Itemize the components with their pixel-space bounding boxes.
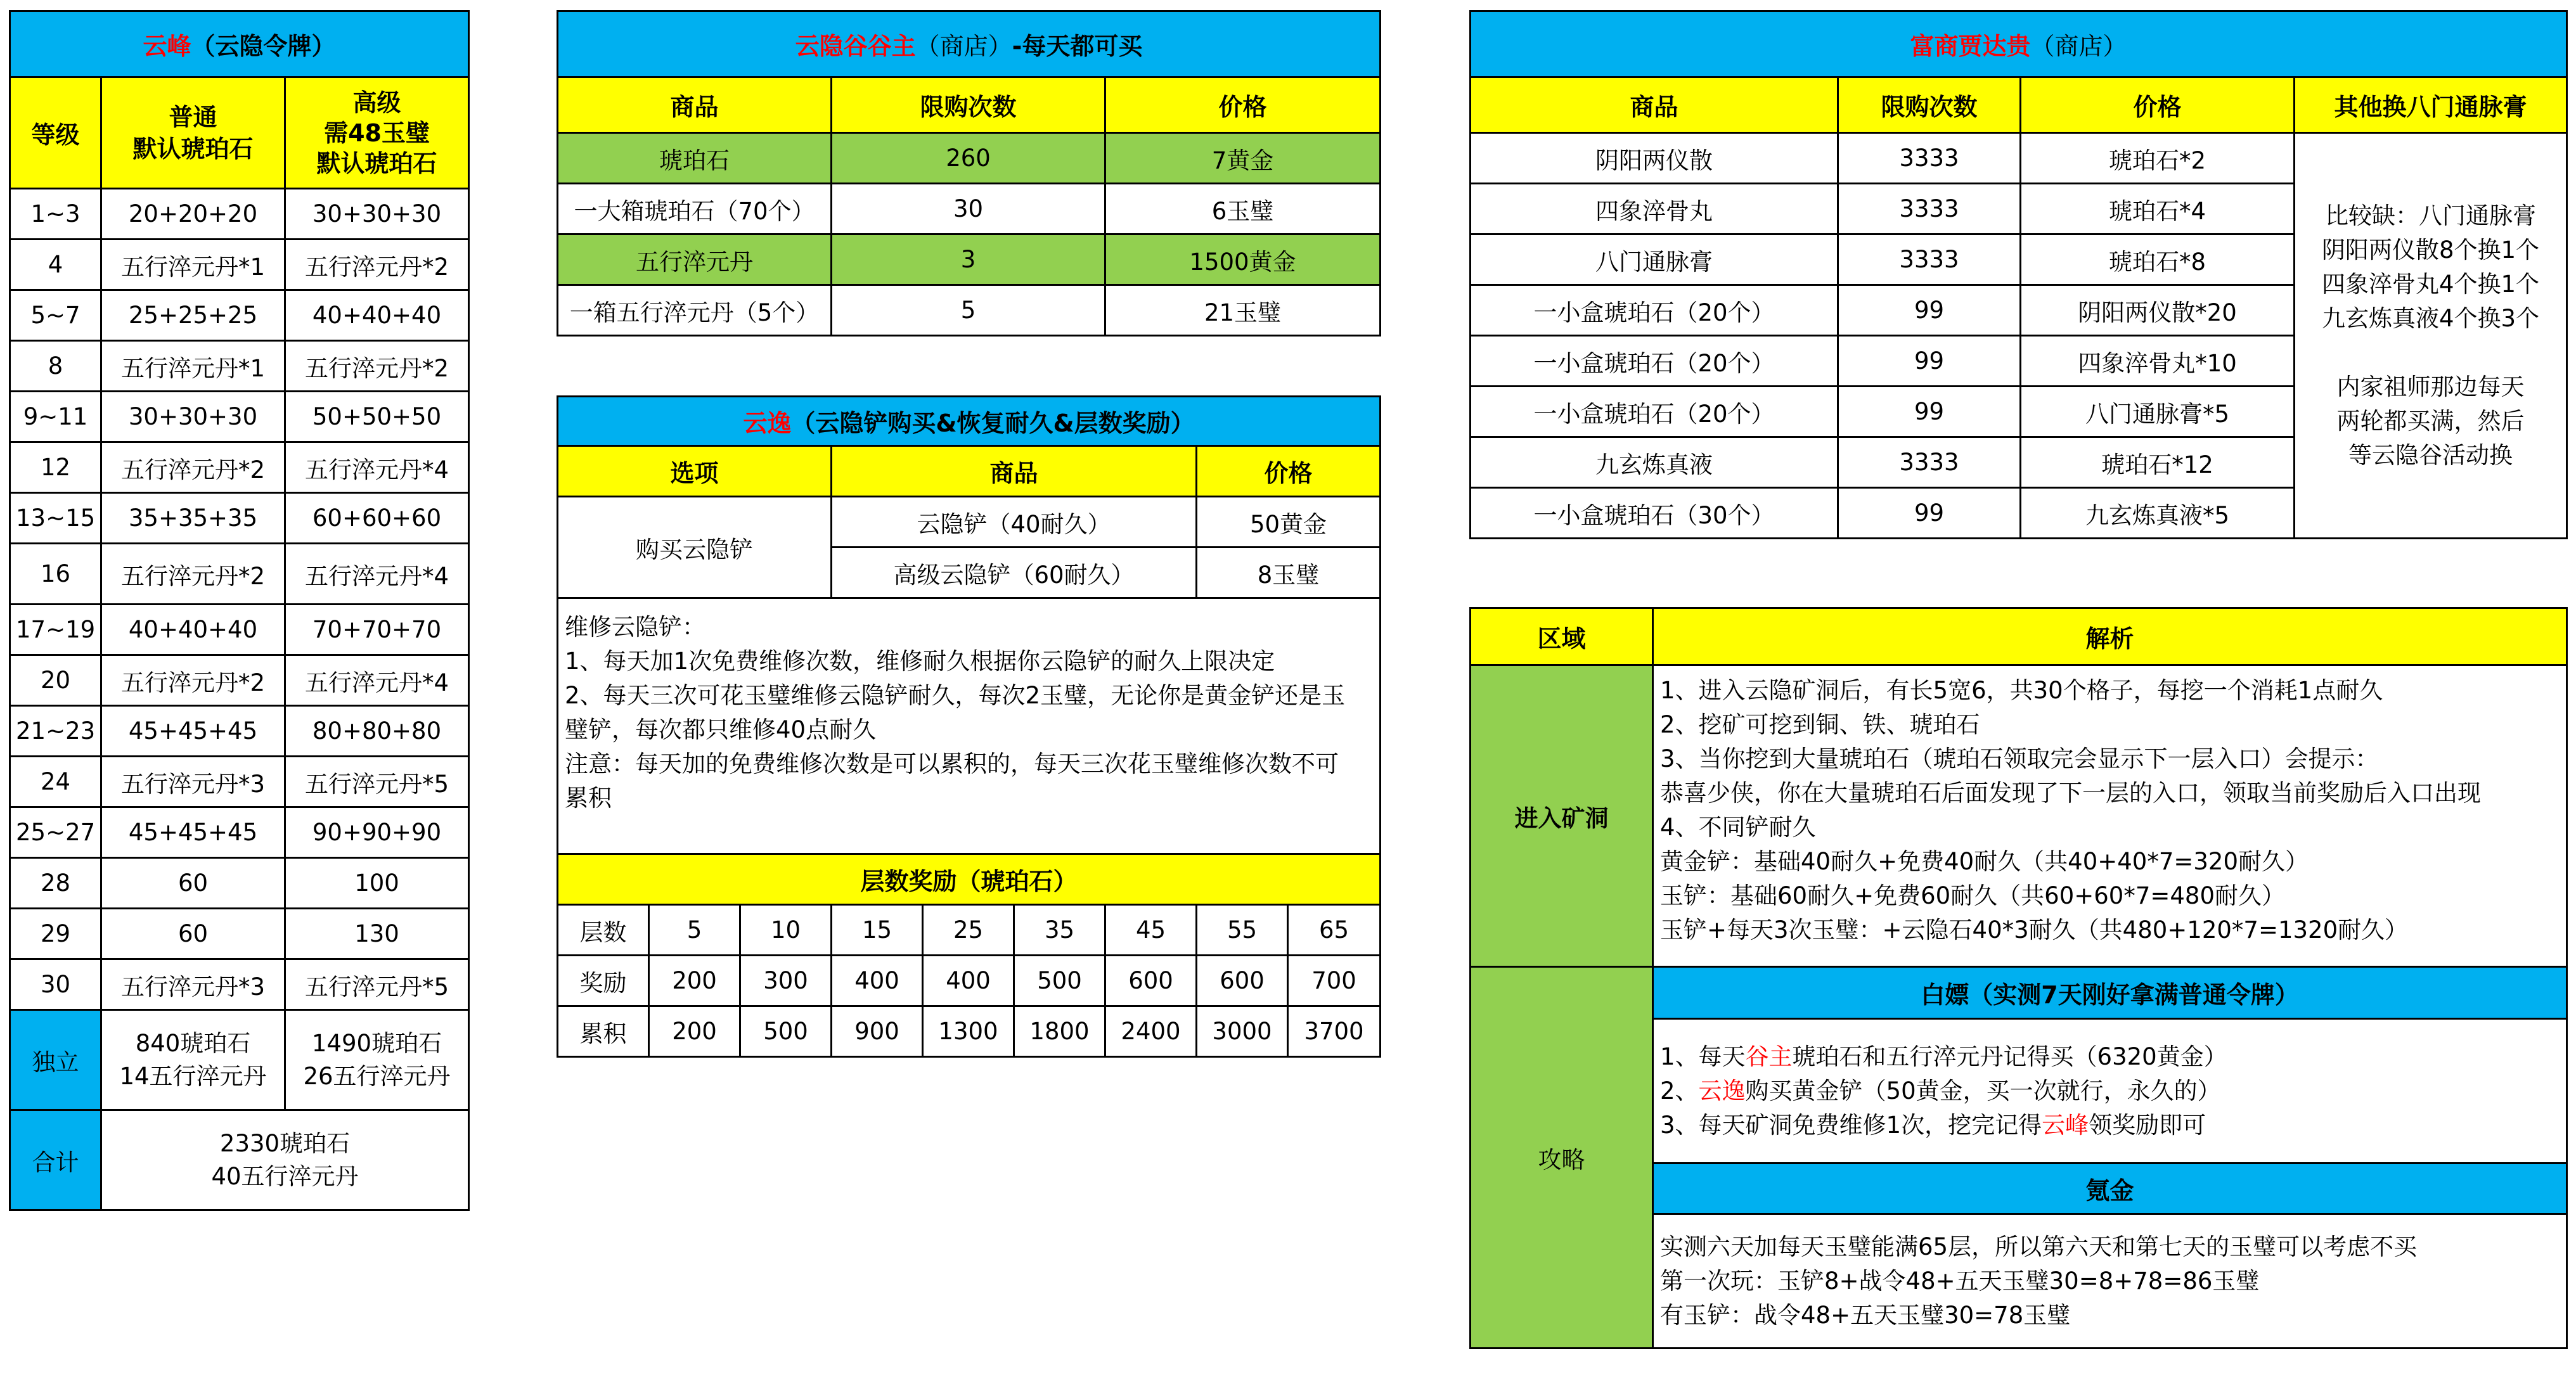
limit-cell: 3333 [1838, 437, 2021, 488]
normal-reward-cell: 五行淬元丹*2 [101, 442, 285, 493]
exchange-note-line [2300, 336, 2561, 370]
limit-cell: 3 [832, 234, 1105, 285]
advanced-reward-cell: 50+50+50 [285, 392, 469, 442]
normal-reward-cell: 五行淬元丹*3 [101, 757, 285, 807]
reward-cell: 5 [649, 905, 740, 956]
level-cell: 30 [10, 959, 101, 1010]
reward-cell: 10 [740, 905, 832, 956]
reward-cell: 25 [923, 905, 1014, 956]
level-row [10, 605, 469, 655]
col-normal: 普通 默认琥珀石 [101, 77, 285, 189]
limit-cell: 3333 [1838, 234, 2021, 285]
item-cell: 五行淬元丹 [558, 234, 832, 285]
strategy-label: 攻略 [1471, 967, 1653, 1349]
reward-row-label: 奖励 [558, 956, 649, 1006]
exchange-notes [2295, 133, 2567, 539]
col-area: 区域 [1471, 608, 1653, 665]
level-cell: 24 [10, 757, 101, 807]
reward-cell: 400 [923, 956, 1014, 1006]
valley-shop-title: 云隐谷谷主（商店）-每天都可买 [558, 11, 1381, 77]
shop-row [558, 133, 1381, 184]
advanced-reward-cell: 五行淬元丹*2 [285, 240, 469, 290]
limit-cell: 5 [832, 285, 1105, 336]
advanced-reward-cell: 五行淬元丹*4 [285, 442, 469, 493]
exchange-note-line: 内家祖师那边每天 [2336, 373, 2525, 400]
advanced-reward-cell: 五行淬元丹*5 [285, 757, 469, 807]
level-row [10, 341, 469, 392]
reward-cell: 2400 [1105, 1006, 1197, 1057]
level-row [10, 807, 469, 858]
reward-cell: 200 [649, 956, 740, 1006]
level-cell: 21~23 [10, 706, 101, 757]
item-cell: 九玄炼真液 [1471, 437, 1838, 488]
item-cell: 一箱五行淬元丹（5个） [558, 285, 832, 336]
col-price: 价格 [1105, 77, 1381, 133]
col-limit: 限购次数 [832, 77, 1105, 133]
reward-cell: 200 [649, 1006, 740, 1057]
reward-cell: 35 [1014, 905, 1105, 956]
level-cell: 8 [10, 341, 101, 392]
free-notes: 1、每天谷主琥珀石和五行淬元丹记得买（6320黄金） 2、云逸购买黄金铲（50黄金，买一次就行，永久的） 3、每天矿洞免费维修1次，挖完记得云峰领奖励即可 [1653, 1019, 2567, 1163]
advanced-reward-cell: 70+70+70 [285, 605, 469, 655]
col-item: 商品 [558, 77, 832, 133]
price-cell: 琥珀石*8 [2021, 234, 2295, 285]
col-level: 等级 [10, 77, 101, 189]
reward-cell: 600 [1197, 956, 1288, 1006]
yunfeng-token-table [9, 10, 470, 1211]
reward-row [558, 1006, 1381, 1057]
level-row [10, 858, 469, 909]
col-analysis: 解析 [1653, 608, 2567, 665]
normal-reward-cell: 30+30+30 [101, 392, 285, 442]
exchange-note-line: 九玄炼真液4个换3个 [2321, 304, 2540, 332]
level-cell: 25~27 [10, 807, 101, 858]
reward-cell: 600 [1105, 956, 1197, 1006]
reward-cell: 3000 [1197, 1006, 1288, 1057]
level-row [10, 757, 469, 807]
adv-shovel-item: 高级云隐铲（60耐久） [832, 548, 1197, 598]
price-cell: 阴阳两仪散*20 [2021, 285, 2295, 336]
normal-reward-cell: 五行淬元丹*1 [101, 341, 285, 392]
yunyi-title: 云逸（云隐铲购买&恢复耐久&层数奖励） [558, 397, 1381, 446]
normal-reward-cell: 25+25+25 [101, 290, 285, 341]
limit-cell: 99 [1838, 488, 2021, 539]
level-row [10, 959, 469, 1010]
reward-row-label: 层数 [558, 905, 649, 956]
level-cell: 16 [10, 544, 101, 605]
item-cell: 阴阳两仪散 [1471, 133, 1838, 184]
merchant-shop-table [1469, 10, 2568, 539]
indep-label: 独立 [10, 1010, 101, 1110]
guide-table [1469, 607, 2568, 1349]
reward-cell: 45 [1105, 905, 1197, 956]
limit-cell: 260 [832, 133, 1105, 184]
level-cell: 20 [10, 655, 101, 706]
col-price: 价格 [1197, 446, 1381, 497]
level-cell: 17~19 [10, 605, 101, 655]
price-cell: 琥珀石*12 [2021, 437, 2295, 488]
yunyi-table [557, 395, 1381, 1058]
item-cell: 一小盒琥珀石（30个） [1471, 488, 1838, 539]
normal-reward-cell: 45+45+45 [101, 807, 285, 858]
normal-reward-cell: 40+40+40 [101, 605, 285, 655]
price-cell: 琥珀石*2 [2021, 133, 2295, 184]
item-cell: 一大箱琥珀石（70个） [558, 184, 832, 234]
indep-normal: 840琥珀石 14五行淬元丹 [101, 1010, 285, 1110]
level-row [10, 189, 469, 240]
level-row [10, 655, 469, 706]
advanced-reward-cell: 五行淬元丹*2 [285, 341, 469, 392]
advanced-reward-cell: 90+90+90 [285, 807, 469, 858]
col-exchange: 其他换八门通脉膏 [2295, 77, 2567, 133]
advanced-reward-cell: 五行淬元丹*5 [285, 959, 469, 1010]
paid-title: 氪金 [1653, 1163, 2567, 1214]
normal-reward-cell: 五行淬元丹*2 [101, 655, 285, 706]
price-cell: 八门通脉膏*5 [2021, 387, 2295, 437]
reward-cell: 1800 [1014, 1006, 1105, 1057]
shop-row [558, 234, 1381, 285]
item-cell: 一小盒琥珀石（20个） [1471, 387, 1838, 437]
item-cell: 一小盒琥珀石（20个） [1471, 336, 1838, 387]
advanced-reward-cell: 五行淬元丹*4 [285, 655, 469, 706]
normal-reward-cell: 五行淬元丹*1 [101, 240, 285, 290]
merchant-title: 富商贾达贵（商店） [1471, 11, 2567, 77]
normal-reward-cell: 五行淬元丹*2 [101, 544, 285, 605]
limit-cell: 30 [832, 184, 1105, 234]
adv-shovel-price: 8玉璧 [1197, 548, 1381, 598]
shovel-item: 云隐铲（40耐久） [832, 497, 1197, 548]
item-cell: 四象淬骨丸 [1471, 184, 1838, 234]
exchange-note-line: 四象淬骨丸4个换1个 [2321, 270, 2540, 298]
level-cell: 29 [10, 909, 101, 959]
reward-cell: 300 [740, 956, 832, 1006]
reward-cell: 55 [1197, 905, 1288, 956]
normal-reward-cell: 20+20+20 [101, 189, 285, 240]
level-row [10, 706, 469, 757]
level-row [10, 392, 469, 442]
price-cell: 琥珀石*4 [2021, 184, 2295, 234]
yunfeng-title: 云峰（云隐令牌） [10, 11, 469, 77]
shop-row [1471, 133, 2567, 184]
normal-reward-cell: 35+35+35 [101, 493, 285, 544]
advanced-reward-cell: 80+80+80 [285, 706, 469, 757]
level-row [10, 544, 469, 605]
exchange-note-line: 比较缺：八门通脉膏 [2325, 202, 2537, 229]
level-row [10, 909, 469, 959]
col-price: 价格 [2021, 77, 2295, 133]
normal-reward-cell: 60 [101, 858, 285, 909]
item-cell: 八门通脉膏 [1471, 234, 1838, 285]
level-row [10, 493, 469, 544]
level-cell: 13~15 [10, 493, 101, 544]
limit-cell: 3333 [1838, 133, 2021, 184]
buy-shovel-label: 购买云隐铲 [558, 497, 832, 598]
normal-reward-cell: 60 [101, 909, 285, 959]
advanced-reward-cell: 40+40+40 [285, 290, 469, 341]
level-row [10, 442, 469, 493]
price-cell: 九玄炼真液*5 [2021, 488, 2295, 539]
item-cell: 琥珀石 [558, 133, 832, 184]
reward-cell: 900 [832, 1006, 923, 1057]
total-value: 2330琥珀石 40五行淬元丹 [101, 1110, 469, 1210]
reward-row-label: 累积 [558, 1006, 649, 1057]
col-option: 选项 [558, 446, 832, 497]
col-goods: 商品 [832, 446, 1197, 497]
limit-cell: 99 [1838, 336, 2021, 387]
exchange-note-line: 两轮都买满，然后 [2336, 407, 2525, 435]
advanced-reward-cell: 30+30+30 [285, 189, 469, 240]
advanced-reward-cell: 五行淬元丹*4 [285, 544, 469, 605]
reward-cell: 400 [832, 956, 923, 1006]
exchange-note-line: 等云隐谷活动换 [2348, 441, 2513, 469]
reward-title: 层数奖励（琥珀石） [558, 854, 1381, 905]
reward-row [558, 905, 1381, 956]
col-limit: 限购次数 [1838, 77, 2021, 133]
level-cell: 12 [10, 442, 101, 493]
normal-reward-cell: 45+45+45 [101, 706, 285, 757]
level-cell: 1~3 [10, 189, 101, 240]
mine-notes: 1、进入云隐矿洞后，有长5宽6，共30个格子，每挖一个消耗1点耐久 2、挖矿可挖到铜、铁、琥珀石 3、当你挖到大量琥珀石（琥珀石领取完会显示下一层入口）会提示： 恭喜少侠，你在大量琥珀石后面发现了下一层的入口，领取当前奖励后入口出现 4、不同铲耐久 黄金铲：基础40耐久+免费40耐久（共40+40*7=320耐久） 玉铲：基础60耐久+免费60耐久（共60+60*7=480耐久） 玉铲+每天3次玉璧：+云隐石40*3耐久（共480+120*7=1320耐久） [1653, 665, 2567, 967]
reward-cell: 700 [1288, 956, 1381, 1006]
price-cell: 1500黄金 [1105, 234, 1381, 285]
free-title: 白嫖（实测7天刚好拿满普通令牌） [1653, 967, 2567, 1019]
mine-label: 进入矿洞 [1471, 665, 1653, 967]
indep-advanced: 1490琥珀石 26五行淬元丹 [285, 1010, 469, 1110]
reward-cell: 65 [1288, 905, 1381, 956]
price-cell: 7黄金 [1105, 133, 1381, 184]
shop-row [558, 285, 1381, 336]
level-row [10, 290, 469, 341]
reward-cell: 500 [1014, 956, 1105, 1006]
price-cell: 21玉璧 [1105, 285, 1381, 336]
limit-cell: 99 [1838, 285, 2021, 336]
item-cell: 一小盒琥珀石（20个） [1471, 285, 1838, 336]
col-item: 商品 [1471, 77, 1838, 133]
reward-cell: 3700 [1288, 1006, 1381, 1057]
paid-notes: 实测六天加每天玉璧能满65层，所以第六天和第七天的玉璧可以考虑不买 第一次玩：玉铲8+战令48+五天玉璧30=8+78=86玉璧 有玉铲：战令48+五天玉璧30=78玉璧 [1653, 1214, 2567, 1349]
reward-cell: 500 [740, 1006, 832, 1057]
advanced-reward-cell: 100 [285, 858, 469, 909]
advanced-reward-cell: 130 [285, 909, 469, 959]
total-label: 合计 [10, 1110, 101, 1210]
exchange-note-line: 阴阳两仪散8个换1个 [2321, 236, 2540, 264]
price-cell: 6玉璧 [1105, 184, 1381, 234]
level-cell: 28 [10, 858, 101, 909]
reward-cell: 15 [832, 905, 923, 956]
price-cell: 四象淬骨丸*10 [2021, 336, 2295, 387]
level-row [10, 240, 469, 290]
col-advanced: 高级 需48玉璧 默认琥珀石 [285, 77, 469, 189]
level-cell: 9~11 [10, 392, 101, 442]
advanced-reward-cell: 60+60+60 [285, 493, 469, 544]
reward-cell: 1300 [923, 1006, 1014, 1057]
limit-cell: 3333 [1838, 184, 2021, 234]
shop-row [558, 184, 1381, 234]
normal-reward-cell: 五行淬元丹*3 [101, 959, 285, 1010]
reward-row [558, 956, 1381, 1006]
level-cell: 4 [10, 240, 101, 290]
valley-shop-table [557, 10, 1381, 336]
shovel-price: 50黄金 [1197, 497, 1381, 548]
limit-cell: 99 [1838, 387, 2021, 437]
repair-notes: 维修云隐铲： 1、每天加1次免费维修次数，维修耐久根据你云隐铲的耐久上限决定 2、每天三次可花玉璧维修云隐铲耐久，每次2玉璧，无论你是黄金铲还是玉 璧铲，每次都只维修40点耐久 注意：每天加的免费维修次数是可以累积的，每天三次花玉璧维修次数不可 累积 [558, 598, 1381, 854]
level-cell: 5~7 [10, 290, 101, 341]
